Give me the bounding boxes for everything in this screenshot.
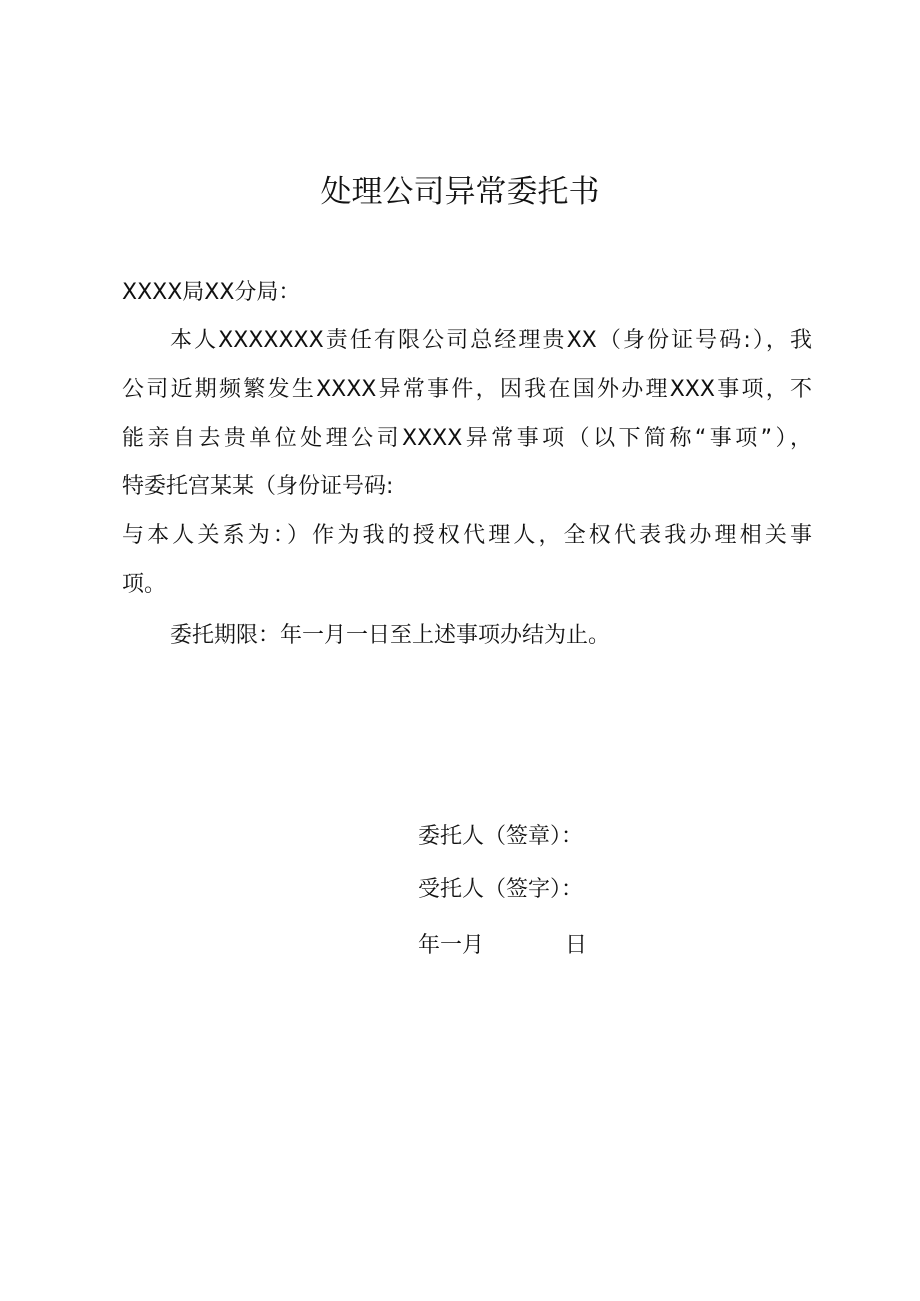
body-line-5: 与本人关系为：）作为我的授权代理人，全权代表我办理相关事 [122, 523, 812, 548]
body-line-1: 本人XXXXXXX责任有限公司总经理贵XX（身份证号码:），我 [170, 328, 812, 353]
body-line-6: 项。 [122, 572, 167, 597]
date-year-month: 年一月 [418, 933, 485, 958]
date-day: 日 [565, 933, 588, 958]
body-line-2: 公司近期频繁发生XXXX异常事件，因我在国外办理XXX事项，不 [122, 377, 812, 402]
term-line: 委托期限：年一月一日至上述事项办结为止。 [170, 623, 611, 648]
addressee-line: XXXX局XX分局： [122, 280, 301, 305]
body-line-3: 能亲自去贵单位处理公司XXXX异常事项（以下简称“事项”）， [122, 426, 812, 451]
principal-signature-label: 委托人（签章）： [418, 824, 584, 849]
agent-signature-label: 受托人（签字）： [418, 877, 584, 902]
body-line-4: 特委托宫某某（身份证号码: [122, 474, 394, 499]
document-title: 处理公司异常委托书 [320, 174, 600, 210]
